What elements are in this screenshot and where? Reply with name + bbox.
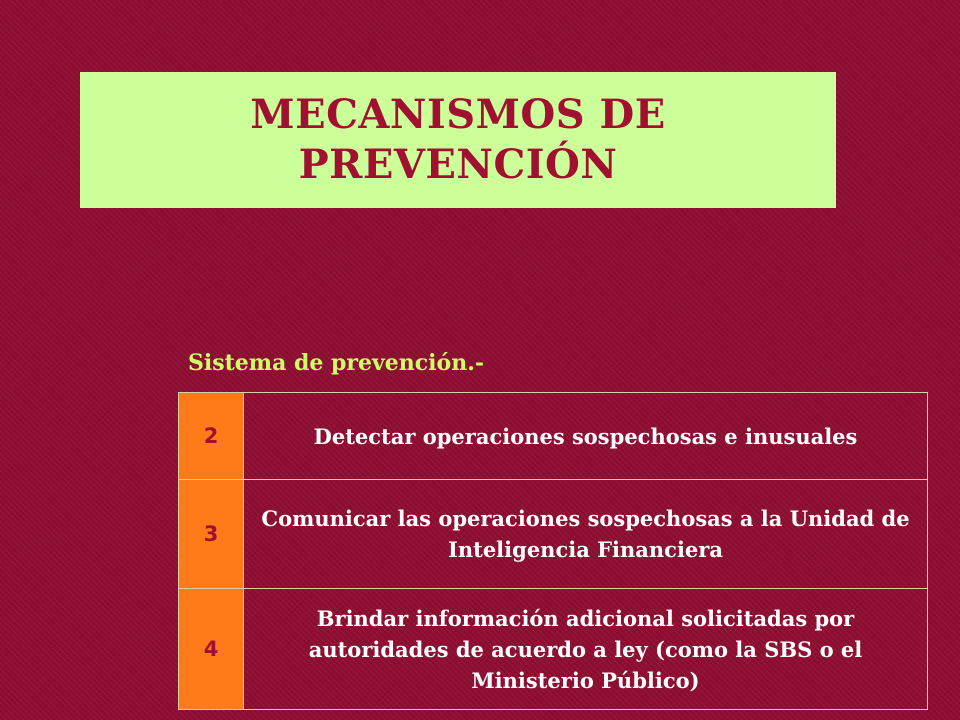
title-line-2: PREVENCIÓN (298, 141, 618, 188)
table-row (179, 393, 928, 480)
step-number: 3 (179, 480, 244, 589)
step-number: 2 (179, 393, 244, 480)
step-text: Brindar información adicional solicitadas por autoridades de acuerdo a ley (como la SBS o el Ministerio Público) (244, 589, 928, 710)
title-line-1: MECANISMOS DE (250, 91, 666, 138)
step-number: 4 (179, 589, 244, 710)
step-text: Detectar operaciones sospechosas e inusuales (244, 393, 928, 480)
steps-table (178, 392, 928, 710)
section-subtitle: Sistema de prevención.- (188, 350, 484, 376)
title-box (80, 72, 836, 208)
step-text: Comunicar las operaciones sospechosas a la Unidad de Inteligencia Financiera (244, 480, 928, 589)
table-row (179, 480, 928, 589)
table-row (179, 589, 928, 710)
